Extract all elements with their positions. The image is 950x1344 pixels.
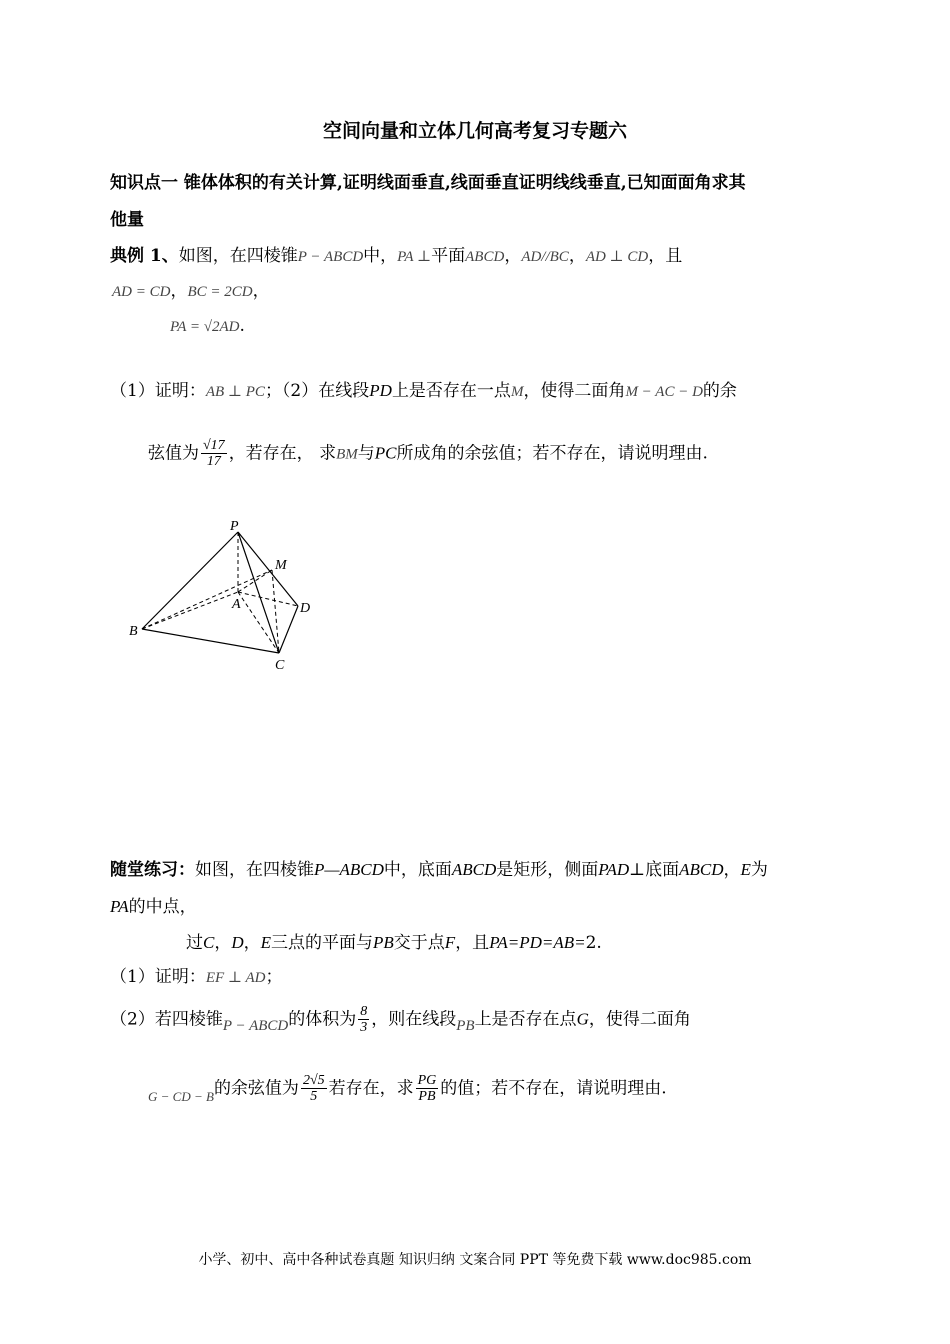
section-heading-line1: 知识点一 锥体体积的有关计算,证明线面垂直,线面垂直证明线线垂直,已知面面角求其 [110,173,746,193]
example-label: 典例 1、 [110,246,179,266]
vertex-label-A: A [232,597,241,612]
edge-PD [238,532,298,606]
section-heading-line2: 他量 [110,210,144,230]
example-question-line2: 弦值为 $\frac{√17}{17}$ ，若存在， 求BM与PC所成角的余弦值；若不存在，请说明理由. [148,438,708,470]
vertex-label-D: D [300,601,311,616]
practice-line3: 过C，D，E三点的平面与PB交于点F，且PA=PD=AB=2. [186,933,602,953]
example-line1: 典例 1、如图，在四棱锥P − ABCD中，PA ⊥平面ABCD，AD//BC，AD ⊥ CD，且 [110,246,683,266]
example-line3: PA = √2AD. [170,316,245,336]
cosine-fraction: $\frac{√17}{17}$ [203,438,225,470]
practice-question1: （1）证明：EF ⊥ AD； [110,967,283,987]
practice-line2: PA的中点， [110,897,197,917]
edge-CD [279,606,298,653]
edge-AC [238,592,279,653]
vertex-label-M: M [275,558,287,573]
vertex-label-C: C [275,658,285,673]
footer-text: 小学、初中、高中各种试卷真题 知识归纳 文案合同 PPT 等免费下载 www.doc985.com [198,1252,752,1268]
edge-BA [142,592,238,629]
edge-PC [238,532,279,653]
edge-BC [142,629,279,653]
practice-label: 随堂练习： [110,860,195,880]
page-title: 空间向量和立体几何高考复习专题六 [322,120,627,142]
pyramid-figure [120,512,330,677]
practice-line1: 随堂练习：如图，在四棱锥P—ABCD中，底面ABCD是矩形，侧面PAD⊥底面ABCD，E为 [110,860,768,880]
vertex-label-P: P [230,519,239,534]
edge-PB [142,532,238,629]
practice-question2-line1: （2）若四棱锥P − ABCD的体积为 $\frac{8}{3}$ ，则在线段PB上是否存在点G，使得二面角 [110,1004,691,1036]
edge-MC [272,570,279,653]
volume-fraction: $\frac{8}{3}$ [360,1004,368,1036]
cos-fraction: $\frac{2√5}{5}$ [302,1073,325,1105]
practice-question2-line2: $_{G - CD - B}$的余弦值为 $\frac{2√5}{5}$ 若存在，求 $\frac{PG}{PB}$ 的值；若不存在，请说明理由. [148,1073,667,1105]
vertex-label-B: B [129,624,138,639]
ratio-fraction: $\frac{PG}{PB}$ [417,1073,437,1105]
example-question-line1: （1）证明：AB ⊥ PC；（2）在线段PD上是否存在一点M，使得二面角M − AC − D的余 [110,381,737,401]
edge-BM [142,570,272,629]
example-line2: AD = CD，BC = 2CD， [112,281,270,301]
